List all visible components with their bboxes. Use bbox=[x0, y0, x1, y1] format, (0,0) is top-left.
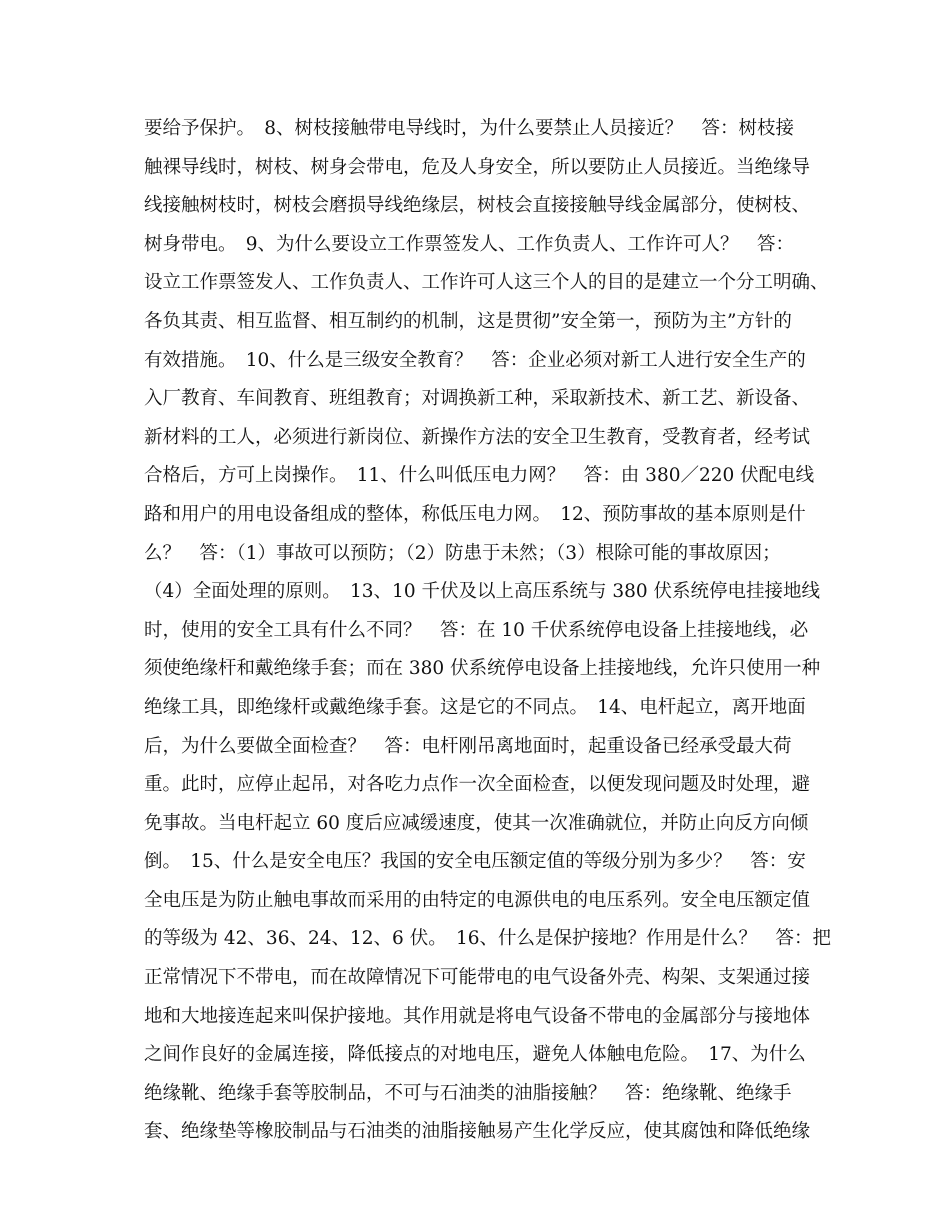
text-line: 绝缘工具，即绝缘杆或戴绝缘手套。这是它的不同点。 14、电杆起立，离开地面 bbox=[144, 696, 806, 718]
text-line: 要给予保护。 8、树枝接触带电导线时，为什么要禁止人员接近？ 答：树枝接 bbox=[144, 118, 795, 139]
text-line: 正常情况下不带电，而在故障情况下可能带电的电气设备外壳、构架、支架通过接 bbox=[144, 967, 811, 989]
text-line: 套、绝缘垫等橡胶制品与石油类的油脂接触易产生化学反应，使其腐蚀和降低绝缘 bbox=[144, 1121, 811, 1143]
text-line: 有效措施。 10、什么是三级安全教育？ 答：企业必须对新工人进行安全生产的 bbox=[144, 349, 806, 371]
text-line: 须使绝缘杆和戴绝缘手套；而在 380 伏系统停电设备上挂接地线，允许只使用一种 bbox=[144, 658, 821, 680]
text-line: 地和大地接连起来叫保护接地。其作用就是将电气设备不带电的金属部分与接地体 bbox=[144, 1005, 811, 1027]
text-line: 的等级为 42、36、24、12、6 伏。 16、什么是保护接地？作用是什么？ 答：把 bbox=[144, 928, 831, 950]
text-line: 触裸导线时，树枝、树身会带电，危及人身安全，所以要防止人员接近。当绝缘导 bbox=[144, 156, 811, 178]
text-line: 入厂教育、车间教育、班组教育；对调换新工种，采取新技术、新工艺、新设备、 bbox=[144, 388, 811, 410]
text-line: 合格后，方可上岗操作。 11、什么叫低压电力网？ 答：由 380／220 伏配电线 bbox=[144, 465, 815, 487]
text-line: 线接触树枝时，树枝会磨损导线绝缘层，树枝会直接接触导线金属部分，使树枝、 bbox=[144, 195, 811, 217]
body-text bbox=[144, 110, 831, 1152]
text-line: 免事故。当电杆起立 60 度后应减缓速度，使其一次准确就位，并防止向反方向倾 bbox=[144, 812, 809, 834]
text-line: 树身带电。 9、为什么要设立工作票签发人、工作负责人、工作许可人？ 答： bbox=[144, 233, 795, 255]
text-line: 重。此时，应停止起吊，对各吃力点作一次全面检查，以便发现问题及时处理，避 bbox=[144, 774, 811, 796]
text-line: 倒。 15、什么是安全电压？我国的安全电压额定值的等级分别为多少？ 答：安 bbox=[144, 851, 806, 873]
text-line: 各负其责、相互监督、相互制约的机制，这是贯彻”安全第一，预防为主”方针的 bbox=[144, 310, 792, 332]
text-line: 全电压是为防止触电事故而采用的由特定的电源供电的电压系列。安全电压额定值 bbox=[144, 889, 811, 911]
text-line: （4）全面处理的原则。 13、10 千伏及以上高压系统与 380 伏系统停电挂接地线 bbox=[144, 581, 821, 603]
text-line: 设立工作票签发人、工作负责人、工作许可人这三个人的目的是建立一个分工明确、 bbox=[144, 272, 829, 294]
text-line: 之间作良好的金属连接，降低接点的对地电压，避免人体触电危险。 17、为什么 bbox=[144, 1044, 806, 1066]
text-line: 么？ 答：（1）事故可以预防；（2）防患于未然；（3）根除可能的事故原因； bbox=[144, 542, 781, 564]
text-line: 路和用户的用电设备组成的整体，称低压电力网。 12、预防事故的基本原则是什 bbox=[144, 503, 806, 525]
text-line: 新材料的工人，必须进行新岗位、新操作方法的安全卫生教育，受教育者，经考试 bbox=[144, 426, 811, 448]
text-line: 后，为什么要做全面检查？ 答：电杆刚吊离地面时，起重设备已经承受最大荷 bbox=[144, 735, 792, 757]
text-line: 绝缘靴、绝缘手套等胶制品，不可与石油类的油脂接触？ 答：绝缘靴、绝缘手 bbox=[144, 1082, 792, 1104]
text-line: 时，使用的安全工具有什么不同？ 答：在 10 千伏系统停电设备上挂接地线，必 bbox=[144, 619, 809, 641]
